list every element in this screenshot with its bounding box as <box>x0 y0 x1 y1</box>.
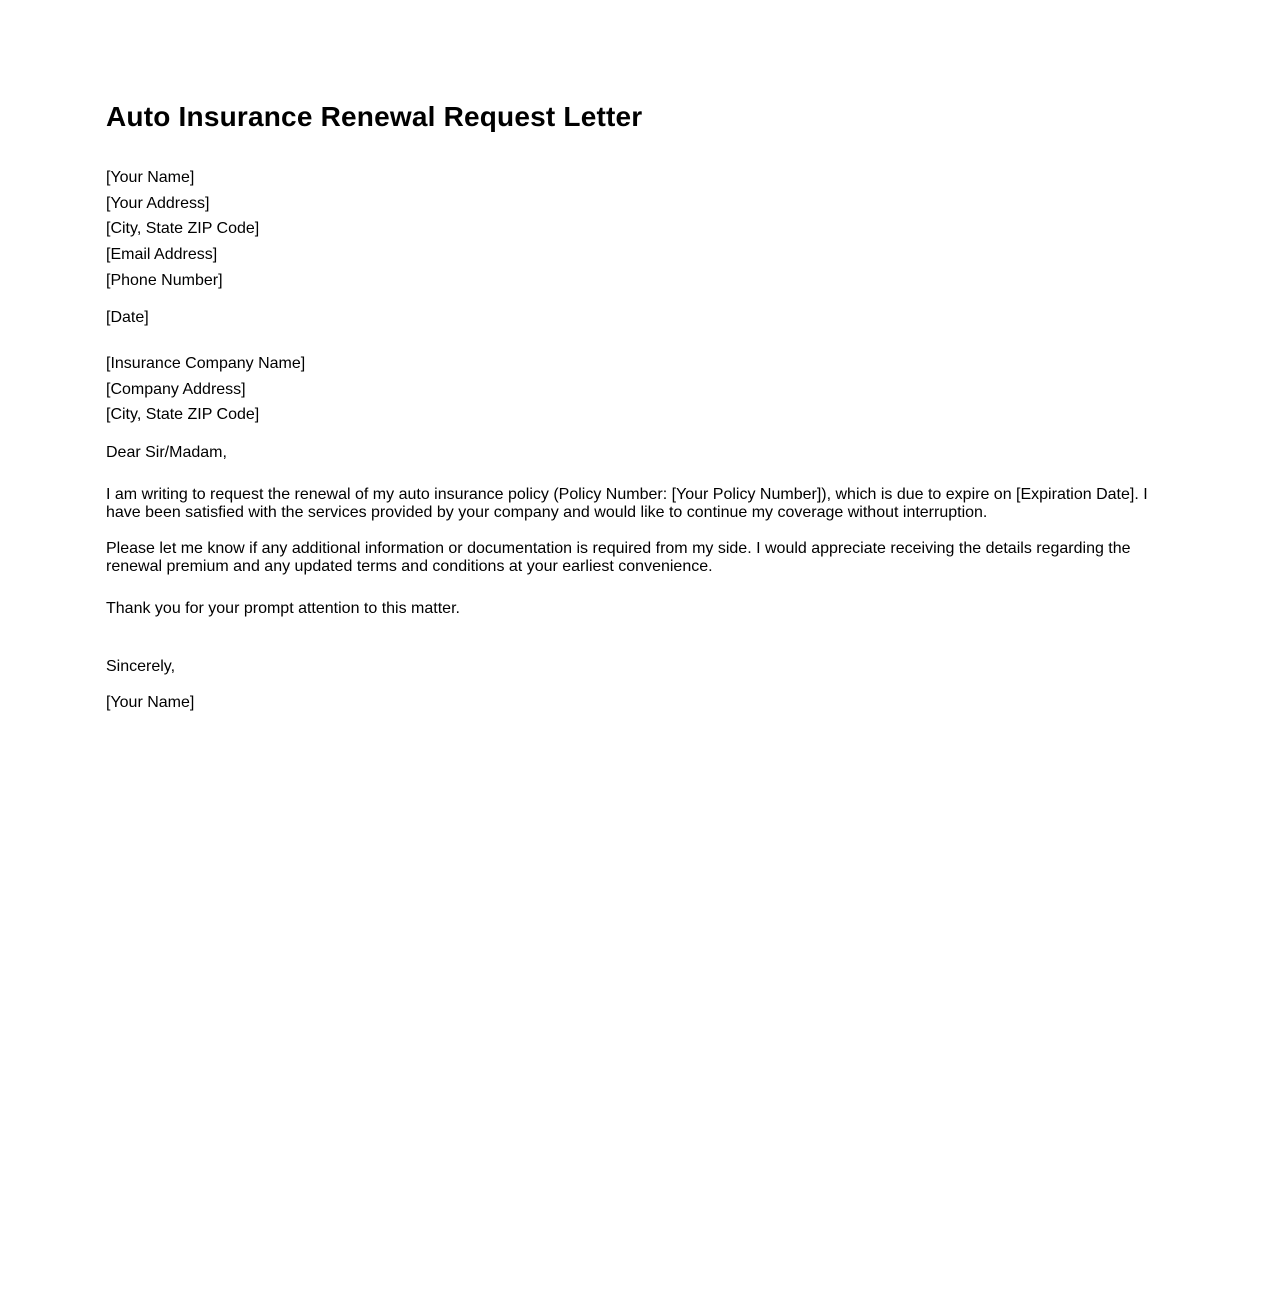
body-paragraph-2 <box>106 540 1166 576</box>
sender-block <box>106 165 1166 293</box>
date-block <box>106 305 1166 331</box>
sender-name: [Your Name] <box>106 169 195 186</box>
body-paragraph-text: Thank you for your prompt attention to this matter. <box>106 600 460 617</box>
closing: Sincerely, <box>106 658 176 675</box>
sender-address: [Your Address] <box>106 194 210 212</box>
sender-city-state-zip: [City, State ZIP Code] <box>106 220 260 238</box>
salutation-block <box>106 440 1166 466</box>
body-paragraph-1 <box>106 486 1166 522</box>
salutation: Dear Sir/Madam, <box>106 444 227 461</box>
sender-email: [Email Address] <box>106 246 218 264</box>
sender-phone: [Phone Number] <box>106 271 223 289</box>
signature-name: [Your Name] <box>106 694 195 711</box>
signature-block <box>106 690 1166 716</box>
body-paragraph-text: Please let me know if any additional information or documentation is required from my side. I would appreciate receiving the details regarding the renewal premium and any updated terms and conditions at your earliest convenience. <box>106 540 1131 575</box>
recipient-block <box>106 351 1166 428</box>
recipient-company-name: [Insurance Company Name] <box>106 355 306 372</box>
body-paragraph-text: I am writing to request the renewal of my auto insurance policy (Policy Number: [Your Policy Number]), which is due to expire on [Expiration Date]. I have been satisfied with the services provided by your company and would like to continue my coverage without interruption. <box>106 486 1148 521</box>
closing-block <box>106 654 1166 680</box>
page-title: Auto Insurance Renewal Request Letter <box>106 101 643 132</box>
recipient-city-state-zip: [City, State ZIP Code] <box>106 406 260 424</box>
recipient-company-address: [Company Address] <box>106 380 246 398</box>
body-paragraph-3 <box>106 600 1166 618</box>
letter-date: [Date] <box>106 309 149 326</box>
